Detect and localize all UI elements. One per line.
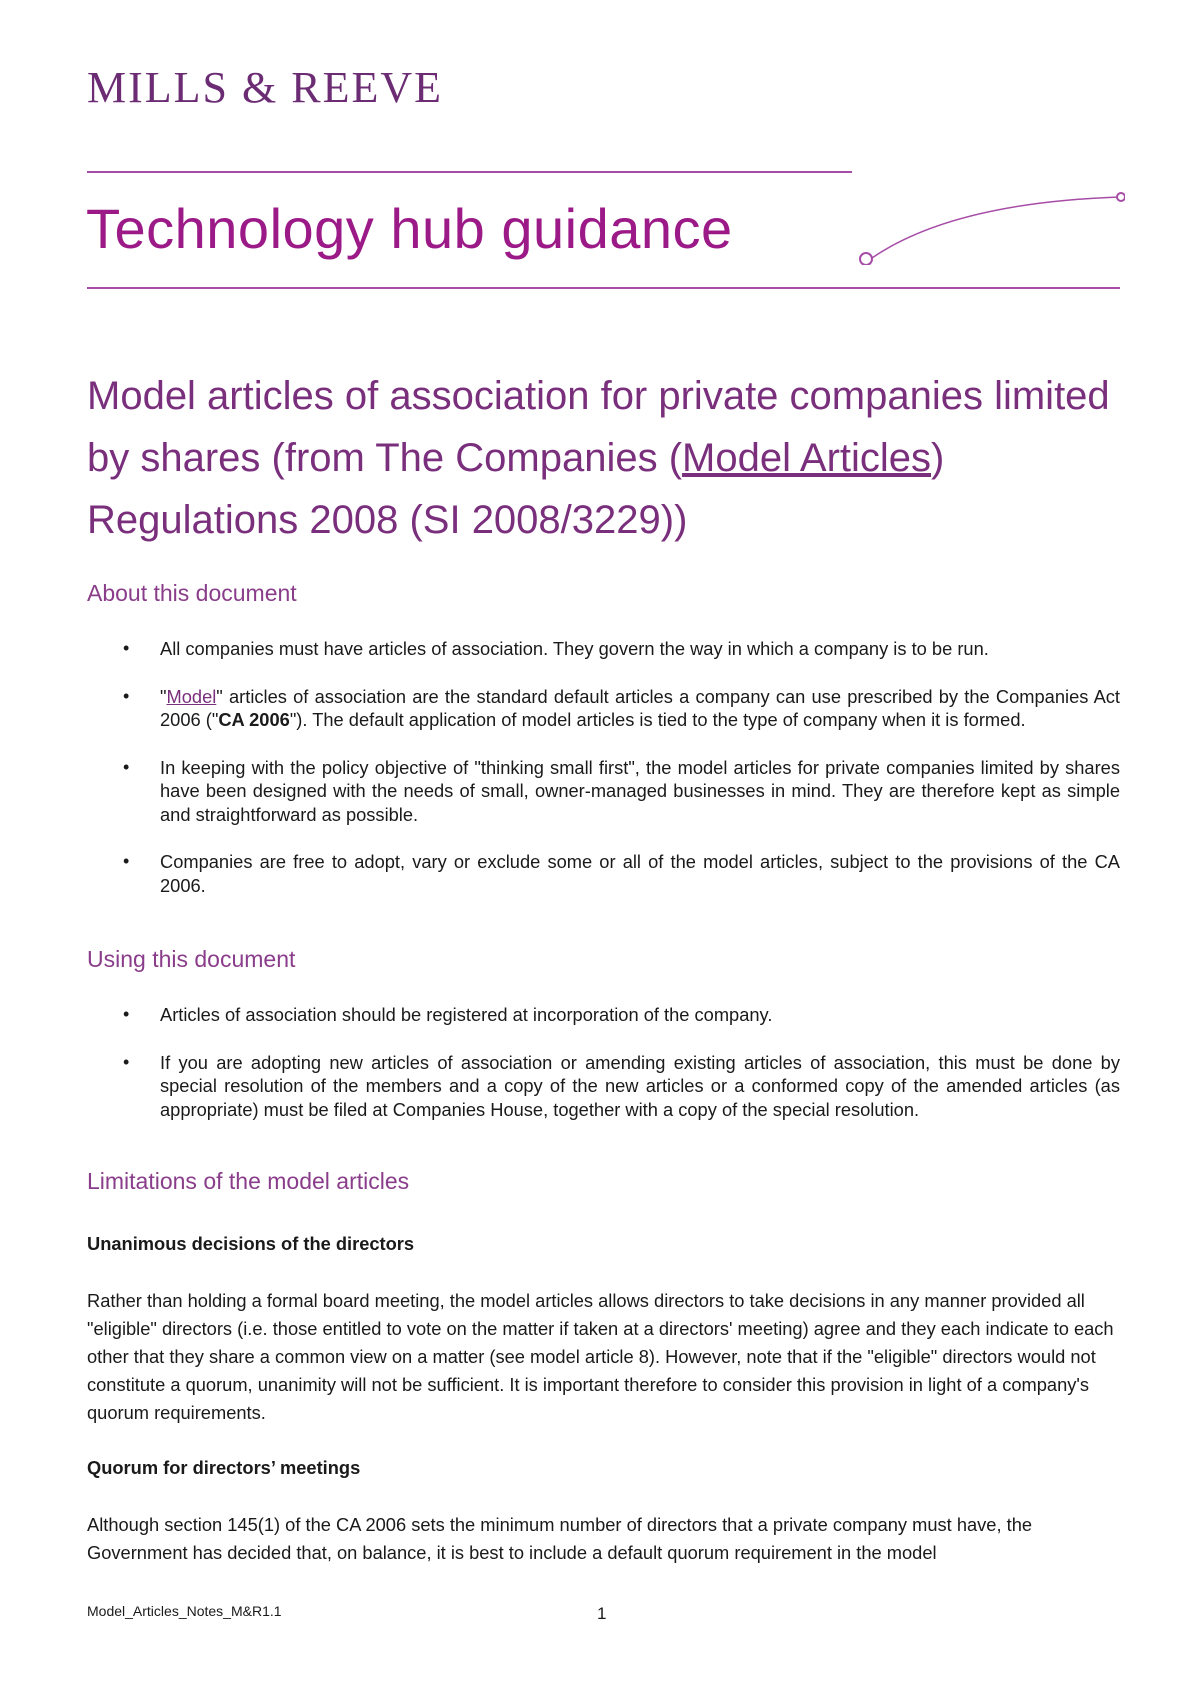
bullet-icon: • (123, 638, 130, 658)
about-bullet-list (87, 637, 1120, 921)
list-item (87, 685, 1120, 732)
company-logo: MILLS & REEVE (87, 63, 443, 112)
bullet-icon: • (123, 685, 130, 706)
header-bottom-rule (87, 287, 1120, 289)
section-heading-using: Using this document (87, 946, 296, 972)
subheading-quorum: Quorum for directors’ meetings (87, 1457, 361, 1478)
bullet-icon: • (123, 1051, 130, 1072)
hub-title: Technology hub guidance (86, 197, 733, 260)
paragraph-unanimous-decisions: Rather than holding a formal board meeting, the model articles allows directors to take decisions in any manner provided all "eligible" directors (i.e. those entitled to vote on the matter if taken at a directors' meeting) agree and they each indicate to each other that they share a common view on a matter (see model article 8). However, note that if the "eligible" directors would not constitute a quorum, unanimity will not be sufficient. It is important therefore to consider this provision in light of a company's quorum requirements. (87, 1290, 1114, 1423)
list-item (87, 637, 1120, 661)
list-item (87, 850, 1120, 897)
document-title-part2: ) Regulations 2008 (SI 2008/3229)) (87, 436, 945, 542)
quote-mark: " (160, 685, 167, 707)
subheading-unanimous-decisions: Unanimous decisions of the directors (87, 1233, 415, 1254)
decorative-arc (855, 185, 1125, 265)
document-title-part1: Model articles of association for private companies limited by shares (from The Companies ( (87, 374, 1110, 480)
page-number: 1 (597, 1604, 607, 1623)
document-title (87, 365, 1127, 551)
list-item-text: Articles of association should be registered at incorporation of the company. (160, 1004, 773, 1025)
section-heading-about: About this document (87, 580, 297, 606)
list-item-text: All companies must have articles of association. They govern the way in which a company is to be run. (160, 638, 989, 659)
header-top-rule (87, 171, 852, 173)
paragraph-quorum: Although section 145(1) of the CA 2006 sets the minimum number of directors that a private company must have, the Government has decided that, on balance, it is best to include a default quorum requirement in the model (87, 1514, 1033, 1563)
list-item (87, 1003, 1120, 1027)
list-item (87, 756, 1120, 827)
model-link[interactable]: Model (166, 685, 217, 707)
list-item-text: Companies are free to adopt, vary or exclude some or all of the model articles, subject to the provisions of the CA 2006. (160, 851, 1120, 896)
bullet-icon: • (123, 1004, 130, 1024)
model-articles-link[interactable]: Model Articles (682, 436, 932, 480)
bullet-icon: • (123, 756, 130, 777)
list-item-text: " articles of association are the standard default articles a company can use prescribed by the Companies Act 2006 (" (160, 685, 1120, 730)
footer-filename: Model_Articles_Notes_M&R1.1 (87, 1603, 282, 1619)
list-item (87, 1051, 1120, 1122)
list-item-text: In keeping with the policy objective of "thinking small first", the model articles for private companies limited by shares have been designed with the needs of small, owner-managed businesses in mind. They are therefore kept as simple and straightforward as possible. (160, 756, 1120, 825)
section-heading-limitations: Limitations of the model articles (87, 1168, 410, 1194)
using-bullet-list (87, 1003, 1120, 1145)
list-item-text: "). The default application of model articles is tied to the type of company when it is formed. (289, 709, 1026, 730)
bullet-icon: • (123, 851, 130, 871)
list-item-text: If you are adopting new articles of association or amending existing articles of association, this must be done by special resolution of the members and a copy of the new articles or a conformed copy of the amended articles (as appropriate) must be filed at Companies House, together with a copy of the special resolution. (160, 1051, 1120, 1120)
defined-term: CA 2006 (218, 709, 290, 730)
